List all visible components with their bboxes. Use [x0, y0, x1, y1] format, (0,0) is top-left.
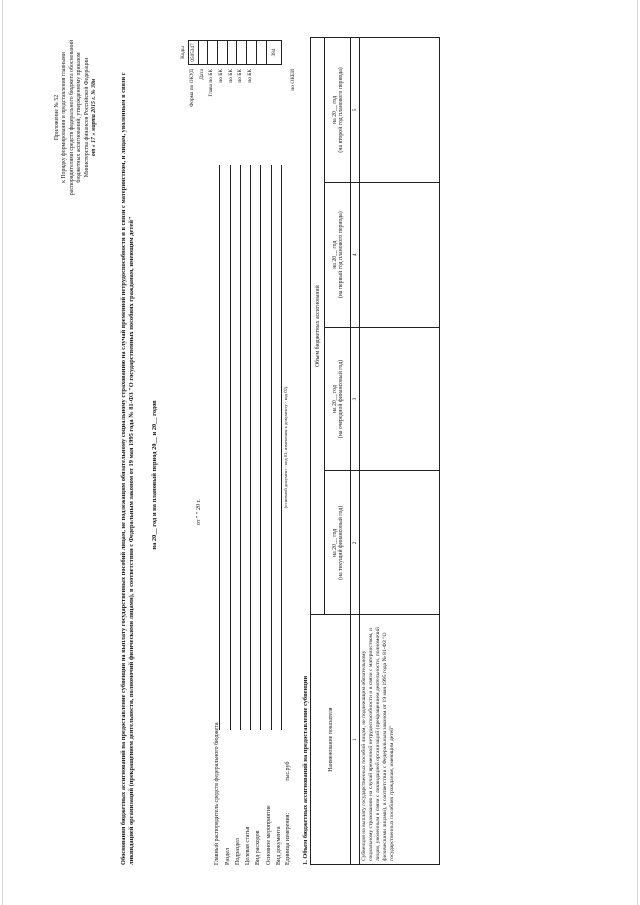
budget-table [310, 37, 440, 865]
code-label: Глава по БК [208, 69, 215, 97]
col-header-year [325, 327, 351, 471]
field-row [220, 165, 230, 865]
col-number: 2 [351, 471, 360, 615]
code-label: по БК [227, 69, 234, 83]
code-cell-okei: 384 [266, 41, 281, 65]
col-number: 5 [351, 38, 360, 183]
field-row [210, 165, 220, 865]
col-header-name: Наименование показателя [311, 615, 351, 865]
col-header-year [325, 38, 351, 183]
field-label: Целевая статья [245, 826, 252, 865]
title-period: на 20__ год и на плановый период 20__ и 20__ годов [151, 400, 158, 550]
col-note: (на первый год планового периода) [337, 211, 344, 299]
appendix-order-line: от « 17 » марта 2015 г. № 38н [91, 78, 98, 157]
col-year: на 20__ год [331, 528, 338, 557]
code-label: по БК [247, 69, 254, 83]
code-cell [198, 41, 208, 65]
field-label: Основное мероприятие [265, 805, 272, 865]
row-label: Субвенция на выплату государственных пособий лицам, не подлежащим обязательному социальному страхованию на случай временной нетрудоспособности и в связи с материнством, и лицам, уволенным в связи с ликвидацией организаций (прекращением деятельности, полномочий физическими лицами), в соответствии с Федеральным законом от 19 мая 1995 года № 81-ФЗ "О государственных пособиях гражданам, имеющим детей" [360, 615, 440, 865]
header-fields [210, 165, 288, 865]
field-row [261, 165, 271, 865]
field-label: Вид расходов [255, 830, 262, 865]
units-row [285, 762, 291, 865]
field-hint: (основной документ - код 01; изменения к документу - код 02) [283, 386, 289, 509]
value-cell[interactable] [360, 38, 440, 183]
field-label: Вид документа [276, 826, 283, 865]
col-year: на 20__ год [331, 240, 338, 269]
col-group-header: Объем бюджетных ассигнований [311, 38, 325, 615]
col-number: 1 [351, 615, 360, 865]
field-row [231, 165, 241, 865]
value-cell[interactable] [360, 327, 440, 471]
field-input-line[interactable] [232, 165, 241, 730]
field-row [241, 165, 251, 865]
col-header-year [325, 471, 351, 615]
code-cell [247, 41, 257, 65]
field-label: Главный распорядитель средств федерального бюджета [214, 722, 221, 865]
appendix-line: Приложение № 52 [54, 94, 60, 141]
col-note: (на текущий финансовый год) [337, 505, 344, 580]
date-line: от " " 20 г. [196, 499, 202, 525]
field-input-line[interactable] [273, 165, 282, 730]
col-year: на 20__ год [331, 385, 338, 414]
col-header-year [325, 182, 351, 327]
value-cell[interactable] [360, 182, 440, 327]
document-title: Обоснования бюджетных ассигнований на предоставление субвенции на выплату государственных пособий лицам, не подлежащим обязательному социальному страхованию на случай временной нетрудоспособности и в связи с материнством, и лицам, уволенным в связи с ликвидацией организаций (прекращением деятельности, полномочий физическими лицами), в соответствии с Федеральным законом от 19 мая 1995 года № 81-ФЗ "О государственных пособиях гражданам, имеющим детей" [120, 72, 136, 865]
appendix-line: бюджетных ассигнований, утвержденному приказом [76, 52, 83, 183]
field-input-line[interactable] [211, 165, 220, 730]
field-input-line[interactable] [222, 165, 231, 730]
col-note: (на очередной финансовый год) [337, 359, 344, 439]
col-number: 4 [351, 182, 360, 327]
units-value: тыс.руб [285, 761, 291, 782]
code-cell [227, 41, 237, 65]
code-label: Форма по ОКУД [189, 69, 195, 107]
appendix-block [54, 30, 98, 205]
col-note: (на второй год планового периода) [337, 67, 344, 153]
field-label: Раздел [224, 848, 231, 865]
units-label: Единица измерения: [285, 812, 291, 865]
value-cell[interactable] [360, 471, 440, 615]
col-number: 3 [351, 327, 360, 471]
codes-header: Коды [180, 46, 186, 59]
appendix-line: Министерства финансов Российской Федерации [83, 57, 90, 178]
code-cell: 0505347 [189, 41, 199, 65]
field-input-line[interactable] [252, 165, 261, 730]
codes-labels [188, 69, 256, 145]
field-row [272, 165, 282, 865]
code-label: Дата [198, 69, 205, 80]
codes-table [188, 40, 282, 65]
appendix-line: распорядителями средств федерального бюджета обоснований [68, 39, 75, 196]
section-title: 1. Объем бюджетных ассигнований на предоставление субвенции [302, 675, 309, 865]
code-label: по БК [218, 69, 225, 83]
field-label: Подраздел [234, 838, 241, 865]
appendix-line: к Порядку формирования и представления главными [61, 52, 68, 183]
field-row [251, 165, 261, 865]
okei-label: по ОКЕИ [290, 69, 296, 91]
code-cell [208, 41, 218, 65]
field-input-line[interactable] [242, 165, 251, 730]
col-year: на 20__ год [331, 95, 338, 124]
code-label: по БК [237, 69, 244, 83]
code-cell [218, 41, 228, 65]
code-cell [237, 41, 247, 65]
field-input-line[interactable] [263, 165, 272, 730]
code-cell [256, 41, 266, 65]
